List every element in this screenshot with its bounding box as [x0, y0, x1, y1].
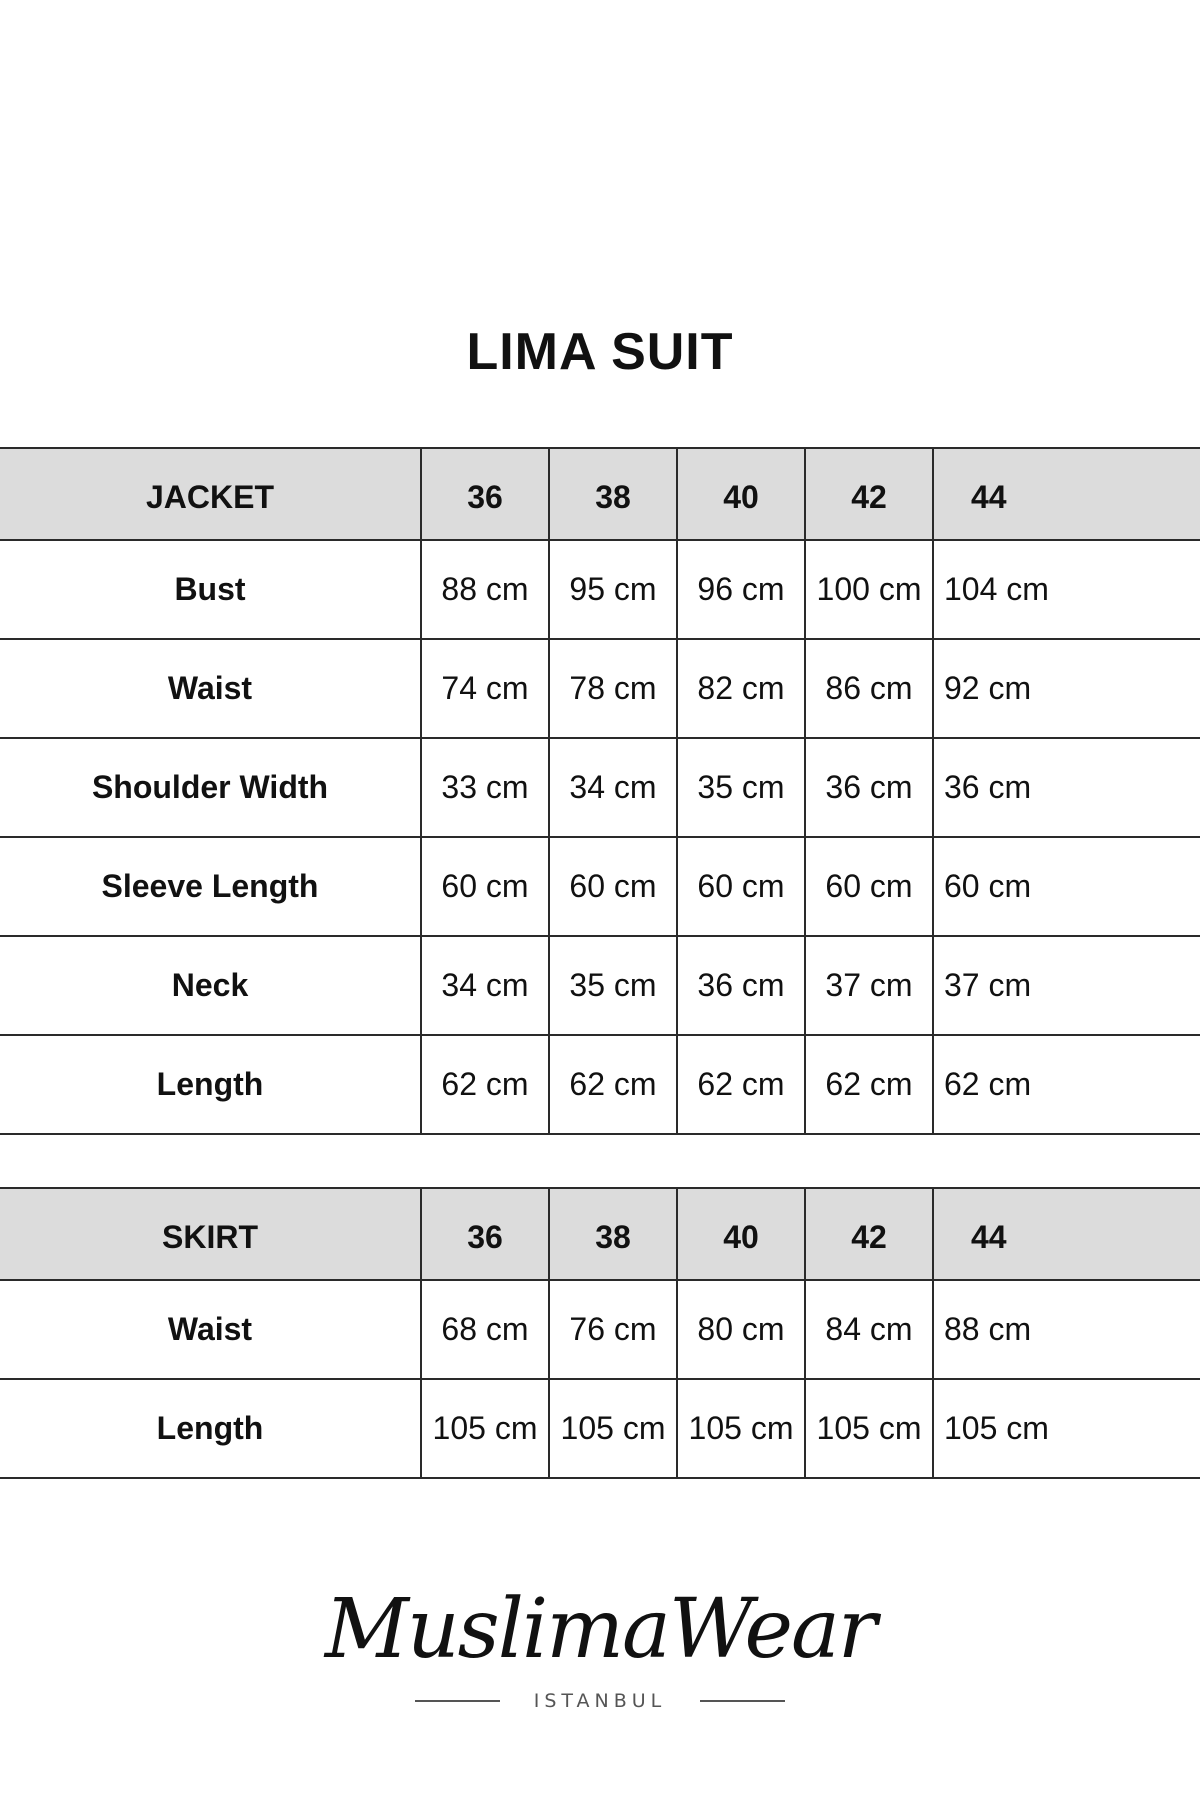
measurement-value: 80 cm — [677, 1280, 805, 1379]
measurement-value: 60 cm — [677, 837, 805, 936]
page-title: LIMA SUIT — [466, 323, 734, 381]
measurement-value: 88 cm — [933, 1280, 1200, 1379]
measurement-value: 33 cm — [421, 738, 549, 837]
measurement-value: 105 cm — [677, 1379, 805, 1478]
measurement-value: 96 cm — [677, 540, 805, 639]
table-header-row — [0, 1188, 1200, 1280]
size-header: 36 — [421, 448, 549, 540]
measurement-value: 60 cm — [549, 837, 677, 936]
skirt-size-table — [0, 1187, 1200, 1479]
measurement-value: 62 cm — [677, 1035, 805, 1134]
table-row — [0, 1035, 1200, 1134]
size-header: 40 — [677, 1188, 805, 1280]
measurement-value: 37 cm — [805, 936, 933, 1035]
measurement-value: 34 cm — [421, 936, 549, 1035]
measurement-value: 36 cm — [805, 738, 933, 837]
size-header: 44 — [933, 448, 1200, 540]
measurement-label: Waist — [0, 639, 421, 738]
measurement-value: 105 cm — [933, 1379, 1200, 1478]
measurement-value: 100 cm — [805, 540, 933, 639]
measurement-label: Length — [0, 1035, 421, 1134]
measurement-label: Neck — [0, 936, 421, 1035]
measurement-label: Waist — [0, 1280, 421, 1379]
measurement-value: 92 cm — [933, 639, 1200, 738]
measurement-label: Sleeve Length — [0, 837, 421, 936]
measurement-value: 62 cm — [549, 1035, 677, 1134]
size-header: 42 — [805, 1188, 933, 1280]
measurement-value: 60 cm — [421, 837, 549, 936]
measurement-value: 84 cm — [805, 1280, 933, 1379]
measurement-value: 35 cm — [549, 936, 677, 1035]
size-header: 42 — [805, 448, 933, 540]
measurement-value: 82 cm — [677, 639, 805, 738]
size-header: 38 — [549, 448, 677, 540]
divider — [700, 1700, 785, 1702]
measurement-value: 62 cm — [421, 1035, 549, 1134]
measurement-value: 37 cm — [933, 936, 1200, 1035]
size-header: 38 — [549, 1188, 677, 1280]
size-header: 40 — [677, 448, 805, 540]
measurement-value: 104 cm — [933, 540, 1200, 639]
measurement-value: 62 cm — [805, 1035, 933, 1134]
measurement-value: 105 cm — [805, 1379, 933, 1478]
table-row — [0, 837, 1200, 936]
jacket-size-table — [0, 447, 1200, 1135]
section-header-jacket: JACKET — [0, 448, 421, 540]
measurement-value: 105 cm — [421, 1379, 549, 1478]
measurement-label: Bust — [0, 540, 421, 639]
table-row — [0, 1379, 1200, 1478]
table-row — [0, 540, 1200, 639]
measurement-value: 86 cm — [805, 639, 933, 738]
table-row — [0, 738, 1200, 837]
measurement-value: 36 cm — [933, 738, 1200, 837]
table-row — [0, 1280, 1200, 1379]
measurement-value: 88 cm — [421, 540, 549, 639]
measurement-value: 74 cm — [421, 639, 549, 738]
table-row — [0, 936, 1200, 1035]
measurement-value: 95 cm — [549, 540, 677, 639]
measurement-value: 36 cm — [677, 936, 805, 1035]
measurement-label: Shoulder Width — [0, 738, 421, 837]
brand-logo-script: MuslimaWear — [324, 1582, 876, 1677]
measurement-value: 60 cm — [933, 837, 1200, 936]
brand-logo-subline — [0, 1690, 1200, 1712]
measurement-value: 34 cm — [549, 738, 677, 837]
measurement-value: 68 cm — [421, 1280, 549, 1379]
divider — [415, 1700, 500, 1702]
table-header-row — [0, 448, 1200, 540]
measurement-label: Length — [0, 1379, 421, 1478]
section-header-skirt: SKIRT — [0, 1188, 421, 1280]
measurement-value: 35 cm — [677, 738, 805, 837]
measurement-value: 62 cm — [933, 1035, 1200, 1134]
size-header: 36 — [421, 1188, 549, 1280]
measurement-value: 76 cm — [549, 1280, 677, 1379]
brand-logo — [0, 1580, 1200, 1712]
table-row — [0, 639, 1200, 738]
brand-city: ISTANBUL — [533, 1690, 667, 1712]
measurement-value: 60 cm — [805, 837, 933, 936]
measurement-value: 78 cm — [549, 639, 677, 738]
size-header: 44 — [933, 1188, 1200, 1280]
measurement-value: 105 cm — [549, 1379, 677, 1478]
